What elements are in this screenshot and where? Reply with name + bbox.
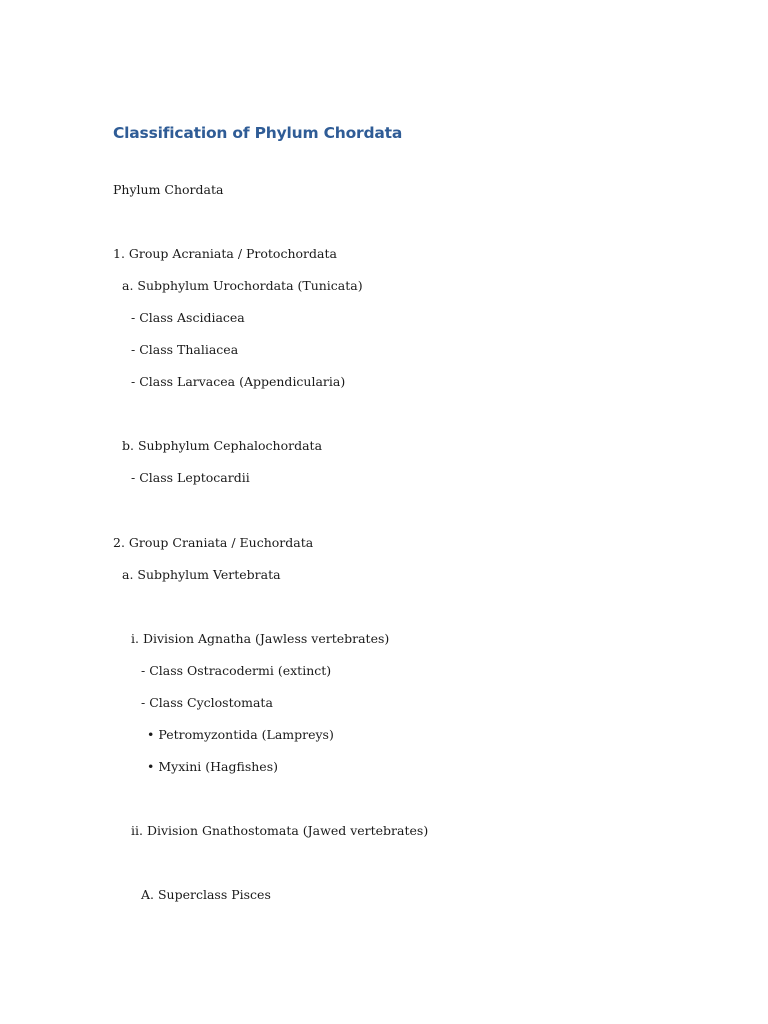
text-line-class-ostracodermi: - Class Ostracodermi (extinct) (141, 663, 332, 678)
text-line-division-gnathostomata: ii. Division Gnathostomata (Jawed vertebrates) (131, 823, 429, 838)
text-line-class-leptocardii: - Class Leptocardii (131, 470, 250, 485)
text-line-superclass-pisces: A. Superclass Pisces (141, 887, 271, 902)
text-line-class-larvacea: - Class Larvacea (Appendicularia) (131, 374, 346, 389)
text-line-class-thaliacea: - Class Thaliacea (131, 342, 239, 357)
text-line-group-acraniata: 1. Group Acraniata / Protochordata (113, 246, 337, 261)
text-line-subphylum-cephalochordata: b. Subphylum Cephalochordata (122, 438, 323, 453)
document-title: Classification of Phylum Chordata (113, 124, 403, 142)
text-line-subphylum-vertebrata: a. Subphylum Vertebrata (122, 567, 281, 582)
text-line-phylum: Phylum Chordata (113, 182, 224, 197)
text-line-myxini: • Myxini (Hagfishes) (147, 759, 278, 774)
text-line-subphylum-urochordata: a. Subphylum Urochordata (Tunicata) (122, 278, 363, 293)
text-line-group-craniata: 2. Group Craniata / Euchordata (113, 535, 314, 550)
text-line-division-agnatha: i. Division Agnatha (Jawless vertebrates) (131, 631, 390, 646)
text-line-class-ascidiacea: - Class Ascidiacea (131, 310, 245, 325)
text-line-class-cyclostomata: - Class Cyclostomata (141, 695, 273, 710)
text-line-petromyzontida: • Petromyzontida (Lampreys) (147, 727, 334, 742)
